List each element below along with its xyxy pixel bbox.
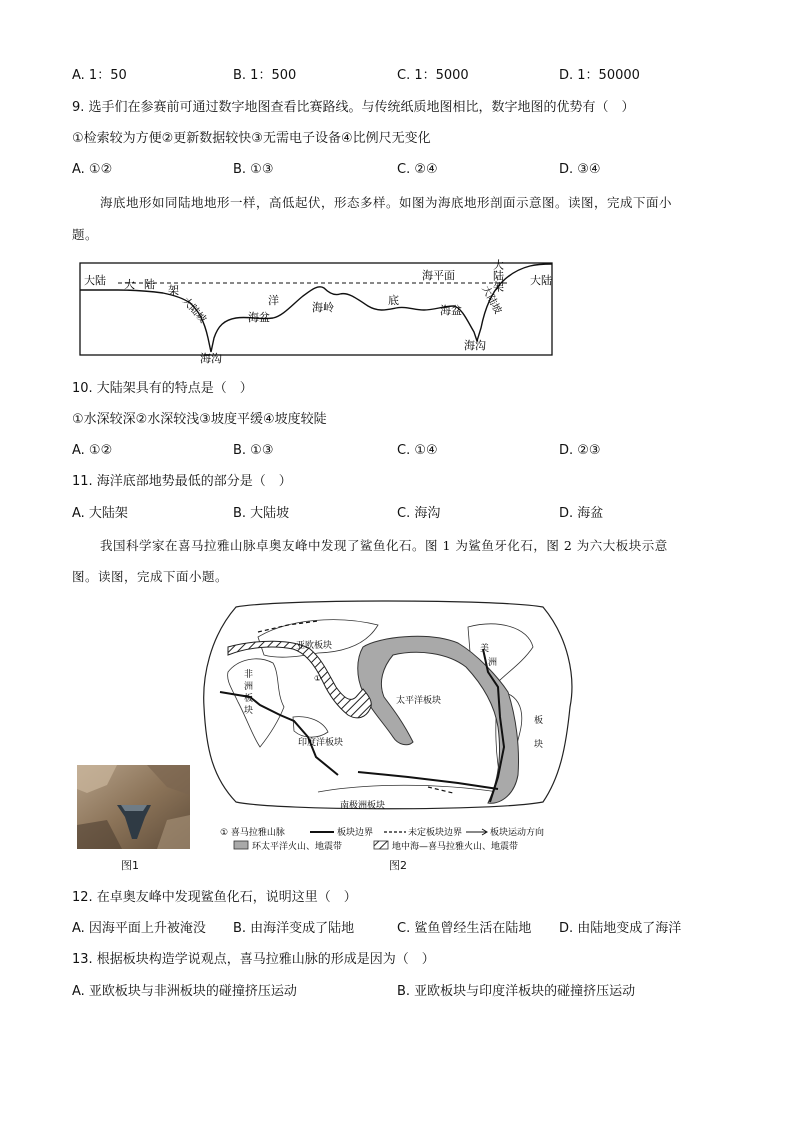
- q10-option-b: B. ①③: [233, 443, 274, 458]
- himalaya-marker: ①: [314, 674, 322, 683]
- q11-option-d: D. 海盆: [559, 506, 604, 521]
- label-african-plate-2: 洲: [244, 682, 254, 692]
- q8-option-b: B. 1：500: [233, 68, 297, 83]
- q13-stem: 13. 根据板块构造学说观点，喜马拉雅山脉的形成是因为（ ）: [72, 952, 435, 967]
- q10-option-a: A. ①②: [72, 443, 113, 458]
- q8-option-c: C. 1：5000: [397, 68, 469, 83]
- label-land-left: 大陆: [84, 274, 106, 287]
- figure1-caption: 图1: [121, 859, 139, 872]
- label-antarctic-plate: 南极洲板块: [340, 801, 386, 811]
- label-slope-right: 大陆坡: [479, 284, 504, 316]
- label-eurasian-plate: 亚欧板块: [296, 641, 333, 651]
- label-sea-level: 海平面: [422, 269, 455, 282]
- legend-pacific-ring: 环太平洋火山、地震带: [252, 842, 343, 852]
- legend-undetermined: 未定板块边界: [408, 828, 463, 838]
- label-basin-right: 海盆: [440, 304, 462, 317]
- legend-mediterranean-swatch: [374, 841, 388, 849]
- intro1-line2: 题。: [72, 227, 99, 242]
- tectonic-plates-map: [198, 597, 580, 853]
- q12-stem: 12. 在卓奥友峰中发现鲨鱼化石，说明这里（ ）: [72, 890, 357, 905]
- label-slope-left: 大陆坡: [179, 295, 209, 326]
- label-shelf-left-3: 架: [168, 284, 179, 297]
- intro2-line1: 我国科学家在喜马拉雅山脉卓奥友峰中发现了鲨鱼化石。图 1 为鲨鱼牙化石，图 2 为六大板块示意: [100, 538, 668, 553]
- q11-option-a: A. 大陆架: [72, 506, 128, 521]
- q12-option-d: D. 由陆地变成了海洋: [559, 921, 682, 936]
- label-shelf-left-2: 陆: [144, 278, 155, 291]
- q9-stem: 9. 选手们在参赛前可通过数字地图查看比赛路线。与传统纸质地图相比，数字地图的优势有（ ）: [72, 100, 635, 115]
- legend-mediterranean: 地中海—喜马拉雅火山、地震带: [392, 842, 519, 852]
- label-african-plate-1: 非: [244, 670, 254, 680]
- label-american-plate-3: 板: [534, 716, 544, 726]
- label-african-plate-3: 板: [244, 694, 254, 704]
- legend-boundary: 板块边界: [337, 828, 374, 838]
- q11-option-b: B. 大陆坡: [233, 506, 290, 521]
- label-floor-word: 底: [388, 294, 399, 307]
- intro2-line2: 图。读图，完成下面小题。: [72, 569, 229, 584]
- q8-option-a: A. 1：50: [72, 68, 127, 83]
- q10-option-d: D. ②③: [559, 443, 601, 458]
- label-ridge: 海岭: [312, 301, 334, 314]
- q9-option-a: A. ①②: [72, 162, 113, 177]
- label-land-right: 大陆: [530, 274, 552, 287]
- label-african-plate-4: 块: [244, 706, 254, 716]
- q11-stem: 11. 海洋底部地势最低的部分是（ ）: [72, 474, 292, 489]
- q11-option-c: C. 海沟: [397, 506, 441, 521]
- q9-option-c: C. ②④: [397, 162, 438, 177]
- label-pacific-plate: 太平洋板块: [396, 696, 442, 706]
- q12-option-a: A. 因海平面上升被淹没: [72, 921, 206, 936]
- label-american-plate-4: 块: [534, 740, 544, 750]
- figure2-caption: 图2: [389, 859, 407, 872]
- intro1-line1: 海底地形如同陆地地形一样，高低起伏，形态多样。如图为海底地形剖面示意图。读图，完成下面小: [100, 195, 673, 210]
- q13-option-b: B. 亚欧板块与印度洋板块的碰撞挤压运动: [397, 984, 636, 999]
- legend-himalaya: ① 喜马拉雅山脉: [220, 828, 285, 838]
- label-shelf-right: 大陆架: [491, 259, 505, 292]
- seafloor-profile-diagram: [78, 248, 556, 366]
- q10-option-c: C. ①④: [397, 443, 438, 458]
- q9-option-d: D. ③④: [559, 162, 601, 177]
- q12-option-c: C. 鲨鱼曾经生活在陆地: [397, 921, 532, 936]
- q10-stem: 10. 大陆架具有的特点是（ ）: [72, 381, 253, 396]
- shark-tooth-fossil-photo: [77, 765, 190, 849]
- q13-option-a: A. 亚欧板块与非洲板块的碰撞挤压运动: [72, 984, 297, 999]
- label-american-plate-2: 洲: [488, 658, 498, 668]
- label-shelf-left-1: 大: [124, 278, 135, 291]
- q9-items: ①检索较为方便②更新数据较快③无需电子设备④比例尺无变化: [72, 131, 431, 146]
- label-indian-plate: 印度洋板块: [298, 738, 344, 748]
- legend-motion: 板块运动方向: [490, 828, 545, 838]
- legend-pacific-ring-swatch: [234, 841, 248, 849]
- q8-option-d: D. 1：50000: [559, 68, 640, 83]
- q9-option-b: B. ①③: [233, 162, 274, 177]
- label-american-plate-1: 美: [480, 644, 490, 654]
- label-ocean-word: 洋: [268, 294, 279, 307]
- label-trench-right: 海沟: [464, 339, 486, 352]
- label-trench-left: 海沟: [200, 352, 222, 365]
- q10-items: ①水深较深②水深较浅③坡度平缓④坡度较陡: [72, 412, 327, 427]
- q12-option-b: B. 由海洋变成了陆地: [233, 921, 355, 936]
- label-basin-left: 海盆: [248, 311, 270, 324]
